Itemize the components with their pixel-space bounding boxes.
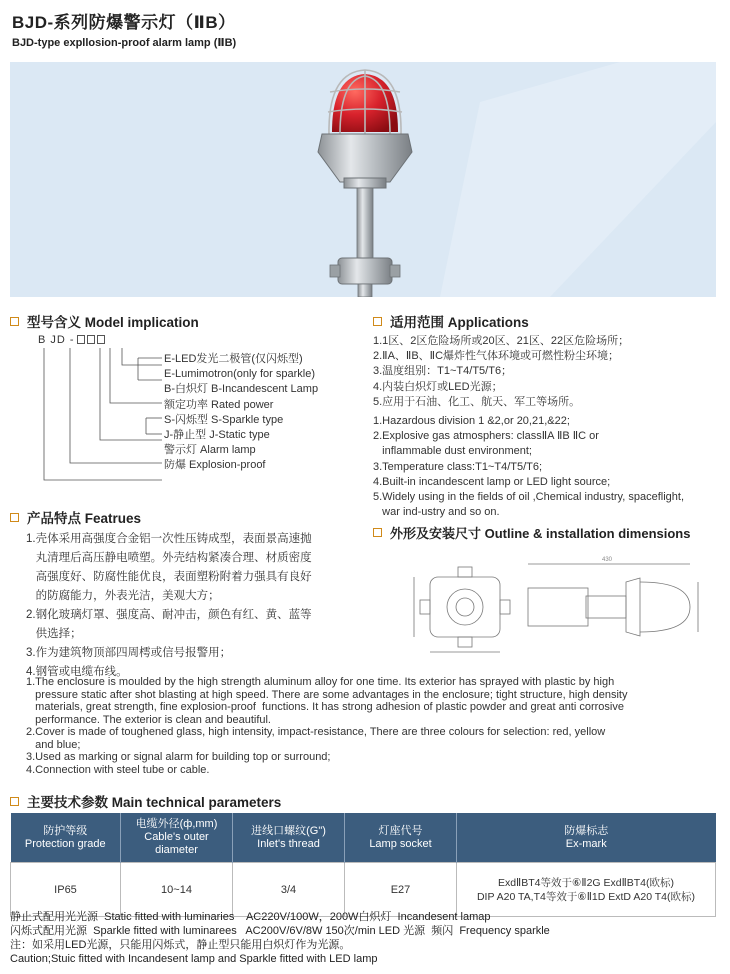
model-label: 额定功率 Rated power xyxy=(164,398,274,411)
bullet-square-icon xyxy=(373,528,382,537)
feature-cn-item: 高强度好、防腐性能优良，表面塑粉附着力强具有良好 xyxy=(26,571,312,583)
application-en-item: 3.Temperature class:T1~T4/T5/T6; xyxy=(373,460,543,473)
bullet-square-icon xyxy=(10,317,19,326)
application-cn-item: 4.内装白炽灯或LED光源； xyxy=(373,380,503,393)
spec-table-header xyxy=(11,813,716,863)
model-implication-heading: 型号含义 Model implication xyxy=(10,311,199,331)
applications-heading: 适用范围 Applications xyxy=(373,311,529,331)
cell-socket: E27 xyxy=(345,863,457,917)
application-cn-item: 3.温度组别：T1~T4/T5/T6； xyxy=(373,365,513,378)
features-cn-list xyxy=(26,530,312,682)
feature-en-item: materials, great strength, fine explosion-proof functions. It has strong adhesion of plastic powder and great anti corrosive xyxy=(26,701,624,713)
col-inlet-thread: 进线口螺纹(G") Inlet's thread xyxy=(233,813,345,863)
col-lamp-socket: 灯座代号 Lamp socket xyxy=(345,813,457,863)
application-cn-item: 2.ⅡA、ⅡB、ⅡC爆炸性气体环境或可燃性粉尘环境； xyxy=(373,350,620,363)
bullet-square-icon xyxy=(10,513,19,522)
model-code-diagram xyxy=(38,334,368,494)
feature-en-item: 1.The enclosure is moulded by the high strength aluminum alloy for one time. Its exterior has sprayed with plastic by high xyxy=(26,676,615,688)
application-en-item: 1.Hazardous division 1 &2,or 20,21,&22; xyxy=(373,415,570,428)
feature-cn-item: 丸清理后高压静电喷塑。外壳结构紧凑合理、材质密度 xyxy=(26,552,312,564)
model-code-prefix: B JD - xyxy=(38,334,75,346)
model-code-lines xyxy=(38,334,168,494)
feature-en-item: performance. The exterior is clean and beautiful. xyxy=(26,713,271,726)
page-title: BJD-系列防爆警示灯（ⅡB） xyxy=(12,13,236,32)
feature-en-item: and blue; xyxy=(26,738,81,751)
bullet-square-icon xyxy=(10,797,19,806)
application-en-item: 2.Explosive gas atmosphers: classⅡA ⅡB ⅡC or xyxy=(373,430,599,443)
col-cable-diameter: 电缆外径(ф,mm) Cable's outer diameter xyxy=(121,813,233,863)
footer-note: 注：如采用LED光源，只能用闪烁式，静止型只能用白炽灯作为光源。 xyxy=(10,939,351,951)
model-label: 防爆 Explosion-proof xyxy=(164,459,266,472)
spec-table-wrap xyxy=(10,813,716,917)
model-label: S-闪烁型 S-Sparkle type xyxy=(164,413,284,426)
table-row xyxy=(11,863,716,917)
page-subtitle: BJD-type expllosion-proof alarm lamp (ⅡB) xyxy=(12,37,237,49)
outline-drawing xyxy=(400,552,706,667)
outline-dimension-drawing xyxy=(400,552,706,662)
model-label: E-Lumimotron(only for sparkle) xyxy=(164,368,315,381)
features-heading: 产品特点 Featrues xyxy=(10,507,141,527)
product-hero-image xyxy=(10,62,716,297)
model-label: J-静止型 J-Static type xyxy=(164,429,270,442)
application-cn-item: 1.1区、2区危险场所或20区、21区、22区危险场所； xyxy=(373,335,630,347)
model-label: 警示灯 Alarm lamp xyxy=(164,444,256,457)
dimensions-heading: 外形及安装尺寸 Outline & installation dimensions xyxy=(373,523,690,542)
bullet-square-icon xyxy=(373,317,382,326)
cell-thread: 3/4 xyxy=(233,863,345,917)
application-en-item: war ind-ustry and so on. xyxy=(373,506,500,519)
feature-en-item: 2.Cover is made of toughened glass, high intensity, impact-resistance, There are three colours for selection: red, yellow xyxy=(26,726,606,738)
footer-notes xyxy=(10,910,550,966)
feature-en-item: 3.Used as marking or signal alarm for building top or surround; xyxy=(26,751,331,763)
cell-protection: IP65 xyxy=(11,863,121,917)
applications-list xyxy=(373,334,684,520)
spec-table xyxy=(10,813,716,917)
feature-en-item: pressure static after shot blasting at high speed. There are some advantages in the enclosure; tight structure, high density xyxy=(26,688,628,701)
application-cn-item: 5.应用于石油、化工、航天、军工等场所。 xyxy=(373,395,581,408)
cell-cable: 10~14 xyxy=(121,863,233,917)
application-en-item: inflammable dust environment; xyxy=(373,445,532,458)
col-ex-mark: 防爆标志 Ex-mark xyxy=(457,813,716,863)
feature-cn-item: 4.钢管或电缆布线。 xyxy=(26,666,128,678)
application-en-item: 4.Built-in incandescent lamp or LED light source; xyxy=(373,475,611,488)
footer-note: Caution;Stuic fitted with Incandesent lamp and Sparkle fitted with LED lamp xyxy=(10,953,378,965)
cell-exmark: ExdⅡBT4等效于⑥Ⅱ2G ExdⅡBT4(欧标) DIP A20 TA,T4等效于⑥Ⅱ1D ExtD A20 T4(欧标) xyxy=(457,863,716,917)
application-en-item: 5.Widely using in the fields of oil ,Chemical industry, spaceflight, xyxy=(373,491,684,504)
model-label: E-LED发光二极管(仅闪烁型) xyxy=(164,353,303,365)
feature-cn-item: 的防腐能力，外表光洁，美观大方； xyxy=(26,590,220,602)
feature-cn-item: 2.钢化玻璃灯罩、强度高、耐冲击，颜色有红、黄、蓝等 xyxy=(26,609,312,621)
feature-cn-item: 1.壳体采用高强度合金铝一次性压铸成型，表面景高速抛 xyxy=(26,533,312,545)
svg-text:430: 430 xyxy=(602,557,613,563)
technical-heading: 主要技术参数 Main technical parameters xyxy=(10,791,281,811)
feature-cn-item: 3.作为建筑物顶部四周樗或信号报警用； xyxy=(26,647,232,659)
feature-cn-item: 供选择； xyxy=(26,628,82,640)
alarm-lamp-illustration xyxy=(10,62,716,297)
footer-note: 闪烁式配用光源 Sparkle fitted with luminarees AC200V/6V/8W 150次/min LED 光源 频闪 Frequency sparkle xyxy=(10,925,550,937)
model-label: B-白炽灯 B-Incandescent Lamp xyxy=(164,383,319,396)
footer-note: 静止式配用光光源 Static fitted with luminaries AC220V/100W，200W白炽灯 Incandesent lamap xyxy=(10,911,491,923)
col-protection-grade: 防护等级 Protection grade xyxy=(11,813,121,863)
feature-en-item: 4.Connection with steel tube or cable. xyxy=(26,763,210,776)
features-en-list xyxy=(26,676,726,776)
